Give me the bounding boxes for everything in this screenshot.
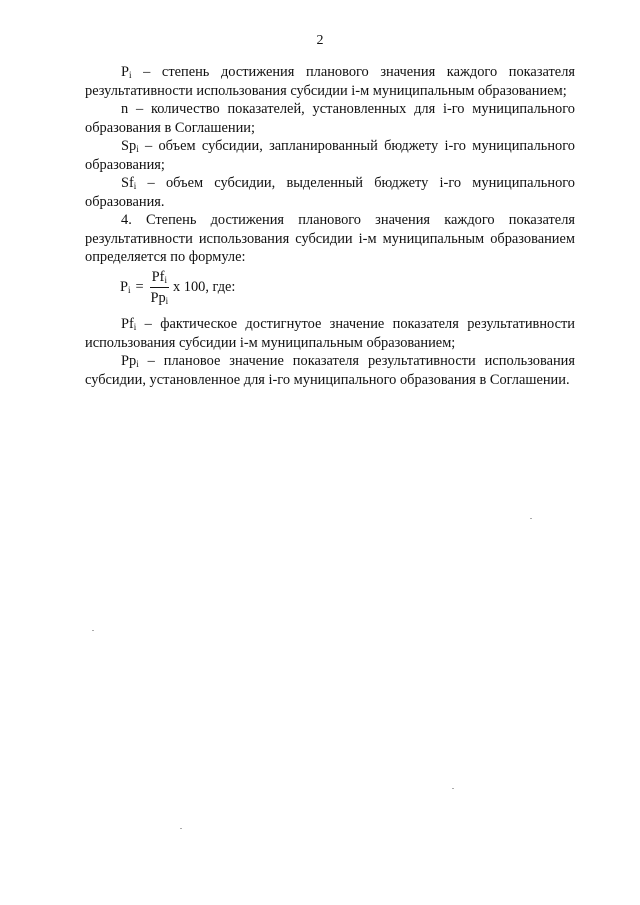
symbol: Pp bbox=[121, 353, 137, 369]
symbol-subscript: i bbox=[136, 359, 139, 369]
point-4-paragraph: 4. Степень достижения планового значения каждого показателя результативности использования субсидии i-м муниципальным образованием определяется по формуле: bbox=[85, 212, 575, 265]
formula-tail: x 100, где: bbox=[172, 279, 236, 295]
formula-fraction bbox=[150, 269, 169, 306]
symbol: Sp bbox=[121, 138, 137, 154]
symbol-subscript: i bbox=[133, 181, 137, 191]
definition-p-i bbox=[85, 63, 575, 100]
definitions-block-2 bbox=[85, 315, 575, 389]
scan-speck bbox=[180, 828, 182, 829]
symbol: Pf bbox=[121, 316, 134, 332]
symbol-subscript: i bbox=[136, 144, 139, 154]
scan-speck bbox=[530, 518, 532, 519]
definition-sp-i bbox=[85, 137, 575, 174]
definition-text: – объем субсидии, запланированный бюджету i-го муниципального образования; bbox=[85, 138, 575, 173]
formula-denominator: $Pp_i$ bbox=[150, 290, 169, 306]
symbol: n bbox=[121, 101, 129, 117]
definition-text: – фактическое достигнутое значение показателя результативности использования субсидии i-м муниципальным образованием; bbox=[85, 316, 575, 351]
formula-numerator: $Pf_i$ bbox=[150, 269, 169, 288]
formula-lhs: $P_i$ bbox=[120, 279, 131, 295]
scan-speck bbox=[452, 788, 454, 789]
definitions-block-1 bbox=[85, 63, 575, 267]
formula bbox=[120, 269, 235, 306]
formula-equals: = bbox=[135, 279, 144, 295]
definition-sf-i bbox=[85, 174, 575, 211]
definition-text: – степень достижения планового значения каждого показателя результативности использования субсидии i-м муниципальным образованием; bbox=[85, 64, 575, 99]
definition-text: – объем субсидии, выделенный бюджету i-го муниципального образования. bbox=[85, 175, 575, 210]
scan-speck bbox=[92, 630, 94, 631]
symbol: Sf bbox=[121, 175, 134, 191]
symbol-subscript: i bbox=[129, 70, 132, 80]
symbol-subscript: i bbox=[133, 322, 137, 332]
definition-pp-i bbox=[85, 352, 575, 389]
definition-text: – количество показателей, установленных для i-го муниципального образования в Соглашении; bbox=[85, 101, 575, 136]
definition-text: – плановое значение показателя результативности использования субсидии, установленное для i-го муниципального образования в Соглашении. bbox=[85, 353, 575, 388]
page-number: 2 bbox=[316, 33, 324, 48]
definition-n bbox=[85, 100, 575, 137]
definition-pf-i bbox=[85, 315, 575, 352]
symbol: P bbox=[121, 64, 130, 80]
